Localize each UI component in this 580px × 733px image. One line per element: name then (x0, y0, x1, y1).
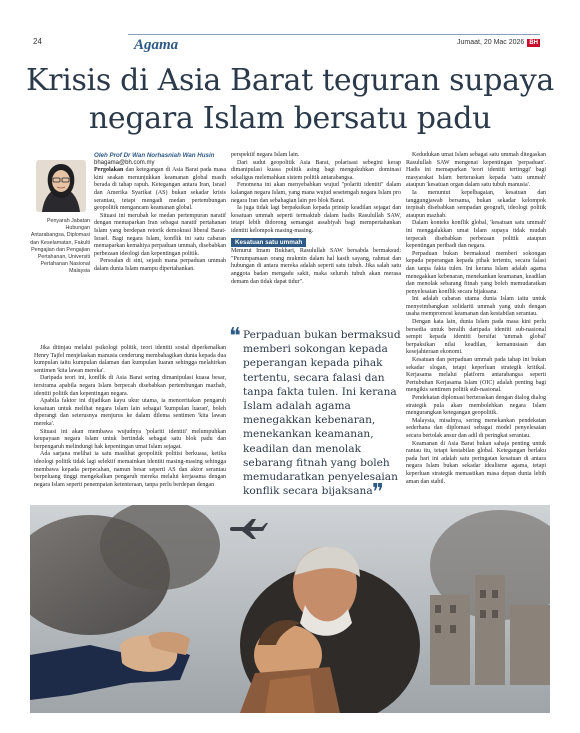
lead-word: Pergolakan (94, 167, 124, 174)
paragraph: Keamanan di Asia Barat bukan sahaja penting untuk rantau itu, tetapi kestabilan global. Ketegangan berlaku pada hari ini adalah satu peringatan kesatuan di antara negara Islam bukan sekadar idealisme agama, tetapi keperluan strategik memastikan masa depan dunia lebih aman dan stabil. (406, 440, 546, 485)
column-3 (406, 152, 546, 486)
column-2 (231, 152, 401, 286)
page-number: 24 (33, 37, 42, 46)
paragraph: Kedudukan umat Islam sebagai satu ummah ditegaskan Rasulullah SAW mengenai kepentingan 'perpaduan'. Hadis ini memaparkan 'teori identiti tertinggi' bagi masyarakat Islam berteraskan kepada 'satu ummah' ataupun 'kesatuan organ dalam satu tubuh manusia'. (406, 152, 546, 189)
paragraph: Fenomena ini akan menyebabkan wujud "polariti identiti" dalam kalangan negara Islam, yang mana wujud sesetengah negara Islam pro negara Iran dan sebahagian lain pro blok Barat. (231, 182, 401, 204)
byline: Oleh Prof Dr Wan Norhasniah Wan Husin (94, 152, 215, 159)
issue-date (457, 39, 540, 47)
paragraph: Ini adalah cabaran utama dunia Islam iaitu untuk menyeimbangkan solidariti ummah yang utuh dengan usaha mempromosi keamanan dan kestabilan serantau. (406, 296, 546, 318)
paragraph: Perpaduan bukan bermaksud memberi sokongan kepada peperangan kepada pihak tertentu, secara falasi dan tanpa fakta tulen. Ini kerana Islam adalah agama menegakkan kebenaran, menekankan keamanan, keadilan dan menolak sebarang fitnah yang boleh memudaratkan penyelesaian konflik secara bijaksana. (406, 250, 546, 295)
author-photo (36, 160, 86, 212)
section-title: Agama (134, 37, 179, 53)
paragraph: Ia juga tidak lagi berpaksikan kepada prinsip keadilan sejagat dan kesatuan ummah seperti termaktub dalam hadis Rasulullah SAW, tetapi lebih didorong semangat assabiyah bagi mempertahankan identiti kelompok masing-masing. (231, 205, 401, 234)
paragraph: Situasi ini akan membawa wujudnya 'polariti identiti' melumpuhkan keupayaan negara Islam untuk bertindak sebagai satu blok padu dan berpengaruh melindungi hak kepentingan umat Islam sejagat. (34, 428, 226, 450)
paragraph: perspektif negara Islam lain. (231, 152, 300, 158)
paragraph: Dalam konteks konflik global, 'kesatuan satu ummah' ini menggalakkan umat Islam supaya tidak mudah terpecah disebabkan perbezaan politik ataupun kepentingan peribadi dan negara. (406, 220, 546, 250)
paragraph (94, 167, 226, 213)
paragraph: Daripada teori ini, konflik di Asia Barat sering dimanipulasi kuasa besar, tersirama apabila negara Islam berpecah disebabkan pertembungan mazhab, identiti politik dan kepentingan negara. (34, 375, 226, 397)
paragraph: Situasi ini merubah ke medan pertempuran naratif dengan memaparkan Iran sebagai naratif pertahanan Islam yang berdepan retorik demokrasi liberal Barat-Israel. Bagi negara Islam, konflik ini satu cabaran memaparkan kemahiya perpaduan ummah, disebabkan perbezaan ideologi dan kepentingan politik. (94, 212, 226, 257)
brand-logo: BH (529, 40, 538, 46)
page-header (0, 0, 580, 58)
feature-photo (30, 505, 550, 713)
paragraph: Dengan kata lain, dunia Islam pada masa kini perlu bersedia untuk beralih daripada identiti sub-nasional sempit kepada identiti bersifat 'ummah global' berpaksikan nilai keadilan, kemanusiaan dan kesejahteraan ekonomi. (406, 319, 546, 356)
paragraph: Ia menuntut kepelbagaian, kesatuan dan tanggungjawab bersama, bukan sekadar kelompok terpisah disebabkan sempadan geografi, ideologi politik ataupun mazhab. (406, 189, 546, 219)
paragraph: Persoalan di sini, sejauh mana perpaduan ummah dalam dunia Islam mampu dipertahankan. (94, 258, 226, 272)
quote-open-icon: ❝ (229, 324, 241, 349)
paragraph: Ada sarjana melihat ia satu maslihat geopolitik politisi berkuasa, ketika ideologi politik tidak lagi selektif memainkan identiti masing-masing sehingga membawa kepada perpecahan, namun besar seperti AS dan aktor serantau berpeluang tinggi mengekalkan pengaruh mereka melalui kerjasama dengan negara Islam seperti penempatan ketenteraan, tanpa perlu berdepan dengan (34, 451, 226, 488)
paragraph: Apabila faktor ini dijadikan kayu ukur utama, ia menceritakan pengaruh kesatuan untuk melihat negara Islam lain sebagai 'kumpulan luaran', boleh diperangi dan seterusnya menjurus ke dalam dilema sentimen 'kita lawan mereka'. (34, 398, 226, 427)
headline-line-1: Krisis di Asia Barat teguran supaya (26, 63, 554, 98)
headline (20, 62, 560, 138)
paragraph: Dari sudut geopolitik Asia Barat, polarisasi sebegini kerap dimanipulasi kuasa politik asing bagi mengukuhkan dominasi sekaligus melemahkan sistem politik antarabangsa. (231, 159, 401, 181)
date-text: Jumaat, 20 Mac 2026 (457, 39, 525, 46)
author-email: bhagama@bh.com.my (94, 159, 155, 166)
column-1-upper (94, 152, 226, 274)
headline-line-2: negara Islam bersatu padu (88, 101, 492, 136)
quote-close-icon: ❞ (372, 480, 384, 505)
paragraph: Kesatuan dan perpaduan ummah pada tahap ini bukan sekadar slogan, tetapi keperluan strategik kritikal. Kerjasama melalui platform antarabangsa seperti Pertubuhan Kerjasama Islam (OIC) adalah penting bagi mengikis sentimen politik sub-nasional. (406, 357, 546, 394)
author-note: Penyarah Jabatan Hubungan Antarabangsa, Diplomasi dan Keselamatan, Fakulti Pengajian dan Pengajian Pertahanan, Universiti Pertahanan Nasional Malaysia (30, 218, 90, 275)
column-1-lower (34, 345, 226, 489)
pull-quote: Perpaduan bukan bermaksud memberi sokongan kepada peperangan kepada pihak tertentu, secara falasi dan tanpa fakta tulen. Ini kerana Islam adalah agama menegakkan kebenaran, menekankan keamanan, keadilan dan menolak sebarang fitnah yang boleh memudaratkan penyelesaian konflik secara bijaksana (243, 329, 401, 498)
paragraph: Pendekatan diplomasi berteraskan dengan dialog dialog strategik pula akan membolehkan negara Islam mengurangkan ketegangan geopolitik. (406, 395, 546, 417)
paragraph: Malaysia, misalnya, sering menekankan pendekatan sederhana dan diplomasi sebagai model penyelesaian secara bertolak ansur dan adil di peringkat serantau. (406, 417, 546, 439)
subheading: Kesatuan satu ummah (231, 238, 306, 248)
paragraph-text: dan ketegangan di Asia Barat pada masa kini seakan menunjukkan keamanan global masih berada di tahap rapuh. Ketegangan antara Iran, Israel dan Amerika Syarikat (AS) bukan sekadar krisis serantau, tetapi mengadi medan pertembungan geopolitik mengancam keamanan global. (94, 167, 227, 212)
paragraph: Menurut Imam Bukhari, Rasulullah SAW bersabda bermaksud: "Perumpamaan orang mukmin dalam hal kasih sayang, rahmat dan hubungan di antara mereka adalah seperti satu tubuh. Jika salah satu anggota badan mengadu sakit, maka seluruh tubuh akan merasa demam dan tidak dapat tidur". (231, 248, 401, 285)
paragraph: Jika ditinjau melalui psikologi politik, teori identiti sosial diperkenalkan Henry Tajfel menjelaskan manusia cenderung membahagikan dunia kepada dua kumpulan iaitu kumpulan dalaman dan kumpulan luaran sehingga melahirkan sentimen 'kita lawan mereka'. (34, 345, 226, 374)
